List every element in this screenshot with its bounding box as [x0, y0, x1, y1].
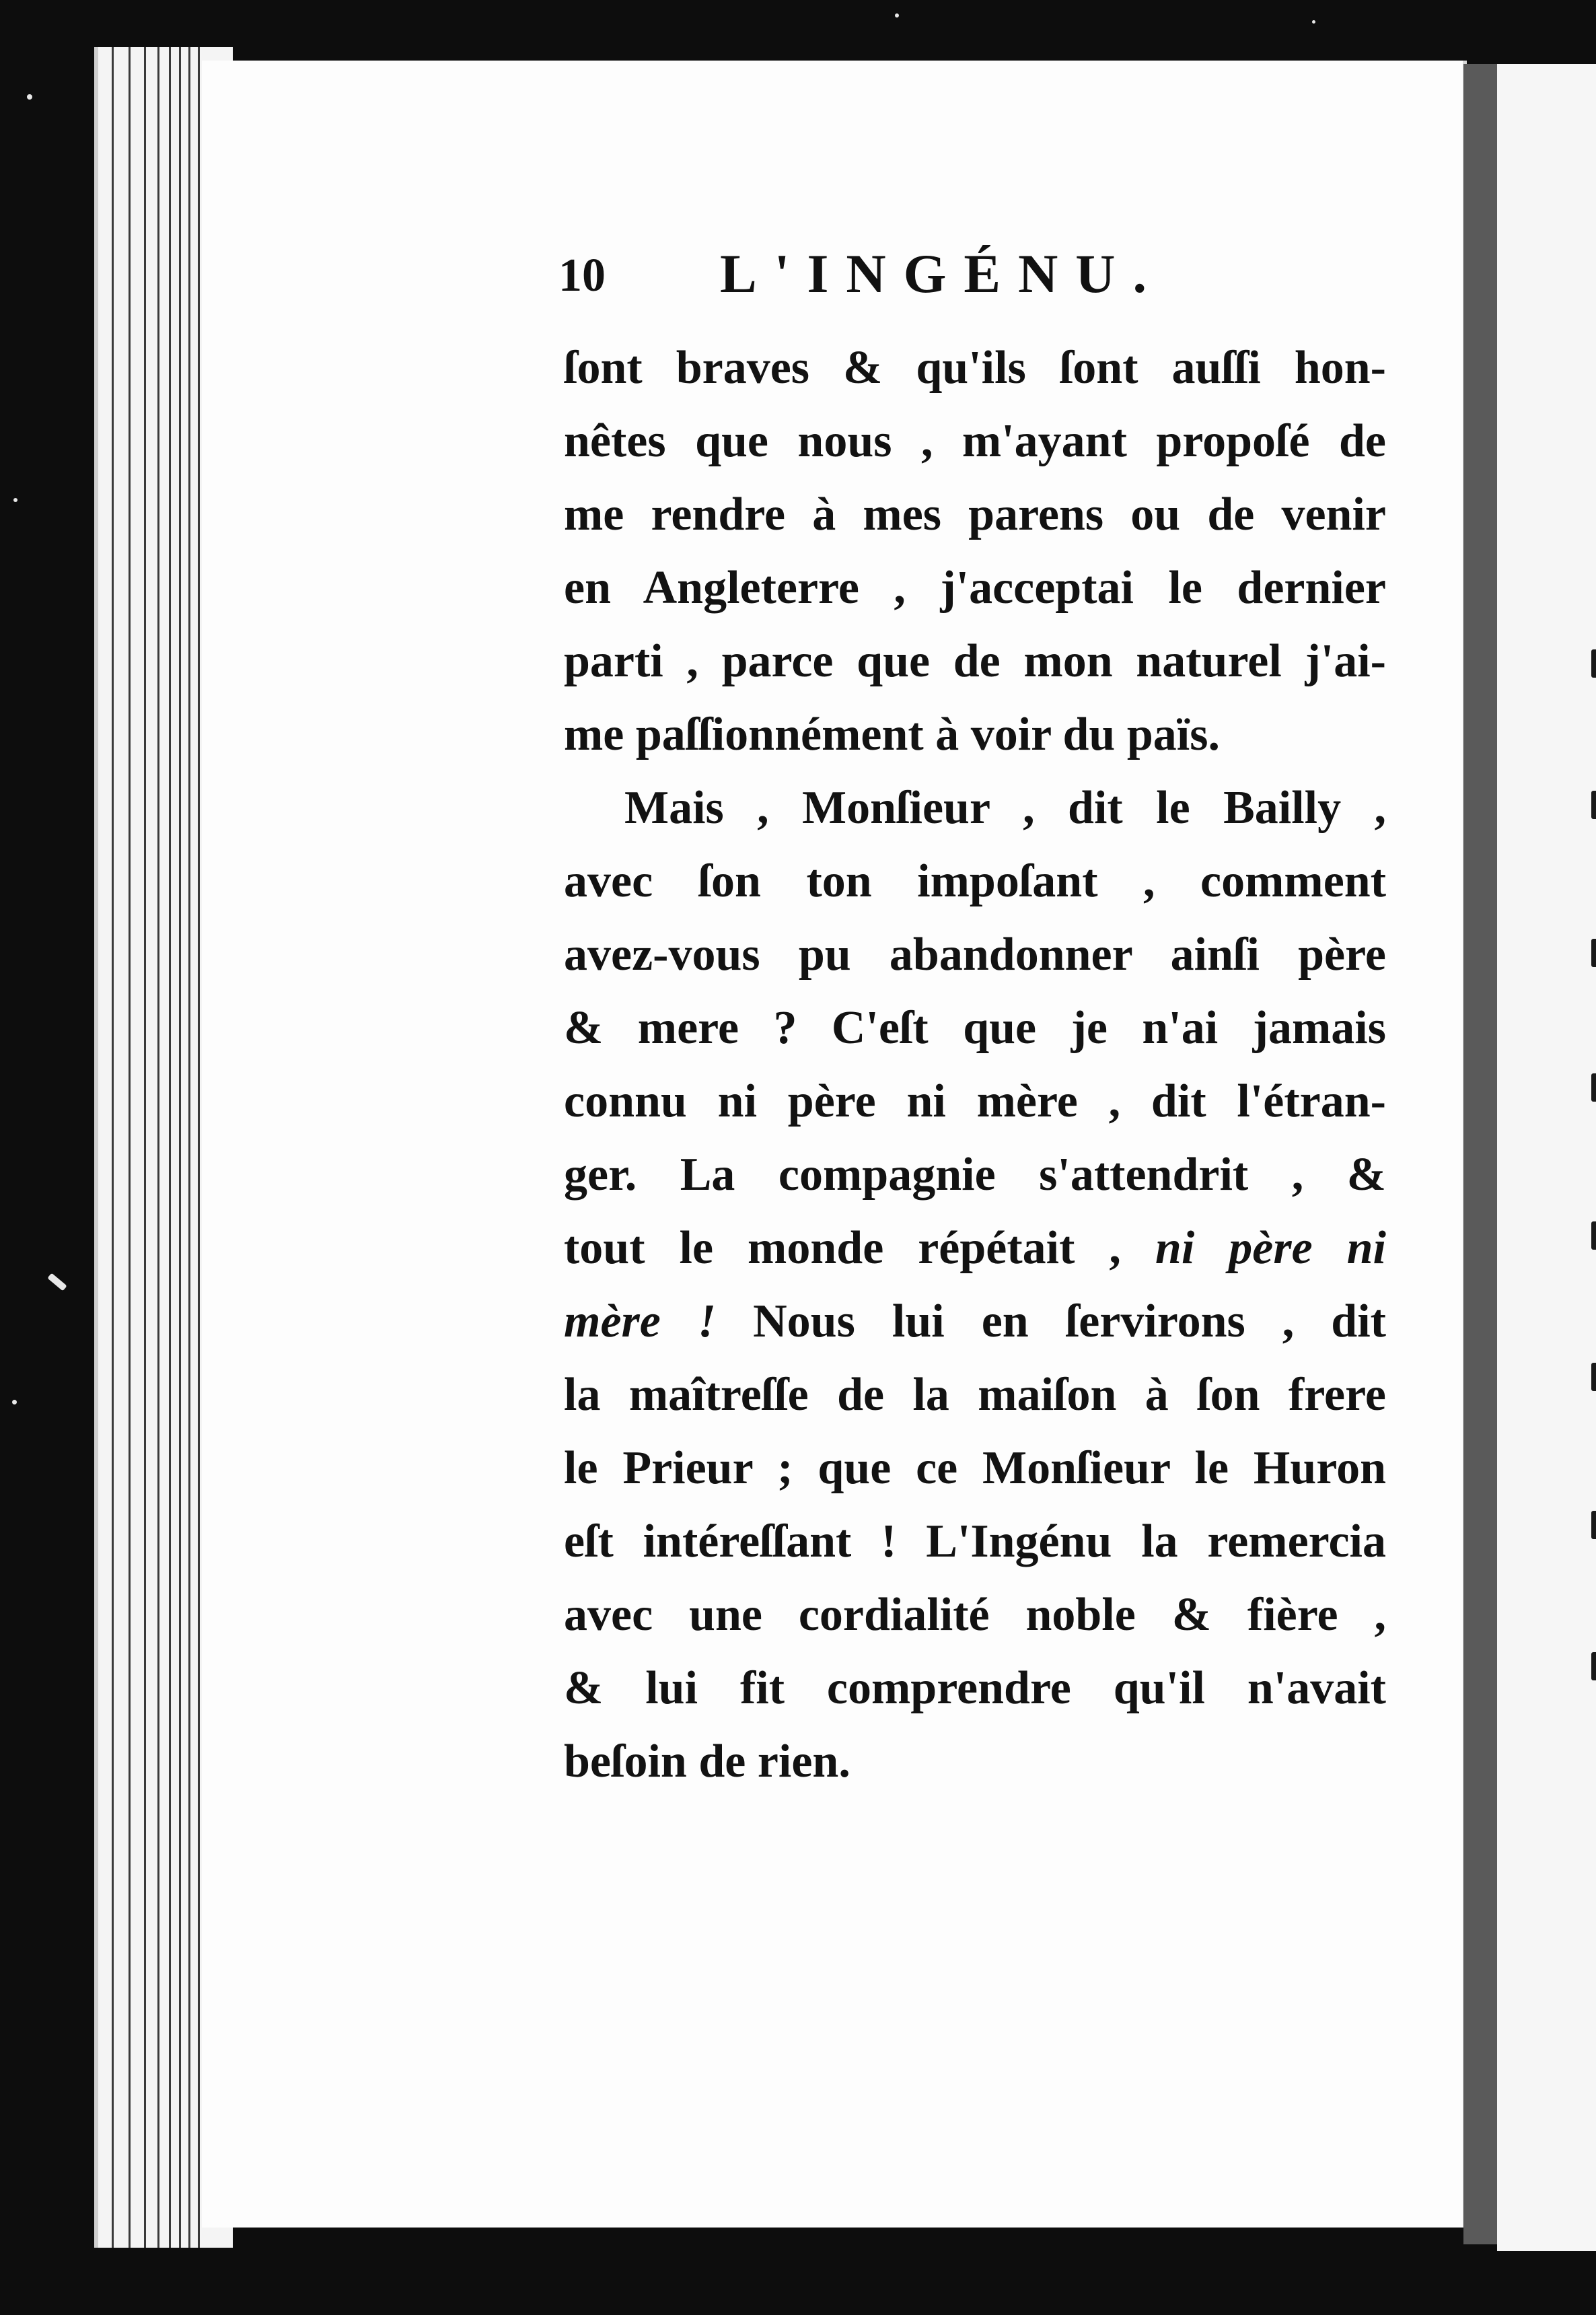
scan-speck: [27, 94, 32, 100]
scan-speck: [47, 1273, 67, 1291]
scan-speck: [12, 1400, 17, 1404]
facing-page-text-fragment: [1591, 1511, 1596, 1539]
facing-page-text-fragment: [1591, 649, 1596, 678]
running-head: [558, 242, 1231, 316]
page-edge-line: [198, 47, 200, 2248]
text-line: eſt intéreſſant ! L'Ingénu la remercia: [564, 1516, 1386, 1567]
facing-page-edge: [1497, 64, 1596, 2251]
text-fragment: tout le monde répétait ,: [564, 1222, 1121, 1274]
page-edge-line: [169, 47, 171, 2248]
italic-fragment: mère !: [564, 1295, 717, 1347]
page-edge-line: [188, 47, 190, 2248]
page-edge-line: [129, 47, 131, 2248]
text-line: Mais , Monſieur , dit le Bailly ,: [624, 782, 1386, 834]
book-title: L'INGÉNU.: [720, 243, 1165, 304]
page-edge-line: [179, 47, 181, 2248]
facing-page-text-fragment: [1591, 1652, 1596, 1680]
text-line: me paſſionnément à voir du païs.: [564, 709, 1220, 760]
text-line: avec une cordialité noble & fière ,: [564, 1589, 1386, 1641]
text-line: avec ſon ton impoſant , comment: [564, 855, 1386, 907]
page-edge-line: [157, 47, 159, 2248]
facing-page-text-fragment: [1591, 1073, 1596, 1102]
text-line: avez-vous pu abandonner ainſi père: [564, 929, 1386, 981]
facing-page-text-fragment: [1591, 1363, 1596, 1391]
text-line-mixed: [564, 1211, 1386, 1285]
text-line-mixed: [564, 1285, 1386, 1358]
text-line: parti , parce que de mon naturel j'ai-: [564, 635, 1386, 687]
text-line: ger. La compagnie s'attendrit , &: [564, 1149, 1386, 1201]
text-line: connu ni père ni mère , dit l'étran-: [564, 1075, 1386, 1127]
scan-speck: [895, 13, 899, 17]
text-fragment: Nous lui en ſervirons , dit: [753, 1295, 1386, 1347]
text-line: la maîtreſſe de la maiſon à ſon frere: [564, 1369, 1386, 1421]
scan-speck: [1312, 20, 1315, 24]
italic-fragment: ni père ni: [1155, 1222, 1386, 1274]
facing-page-text-fragment: [1591, 1221, 1596, 1250]
text-line: & lui fit comprendre qu'il n'avait: [564, 1662, 1386, 1714]
book-gutter: [1463, 64, 1497, 2244]
page-edge-line: [112, 47, 114, 2248]
text-line: en Angleterre , j'acceptai le dernier: [564, 562, 1386, 614]
text-line: le Prieur ; que ce Monſieur le Huron: [564, 1442, 1386, 1494]
page-edge-line: [144, 47, 146, 2248]
page-number: 10: [558, 250, 606, 301]
body-text: [564, 331, 1386, 1798]
text-line: beſoin de rien.: [564, 1736, 850, 1787]
text-line: nêtes que nous , m'ayant propoſé de: [564, 415, 1386, 467]
text-line: me rendre à mes parens ou de venir: [564, 489, 1386, 540]
text-line: & mere ? C'eſt que je n'ai jamais: [564, 1002, 1386, 1054]
scan-speck: [13, 498, 17, 502]
facing-page-text-fragment: [1591, 791, 1596, 819]
text-line: ſont braves & qu'ils ſont auſſi hon-: [564, 342, 1386, 394]
facing-page-text-fragment: [1591, 939, 1596, 967]
